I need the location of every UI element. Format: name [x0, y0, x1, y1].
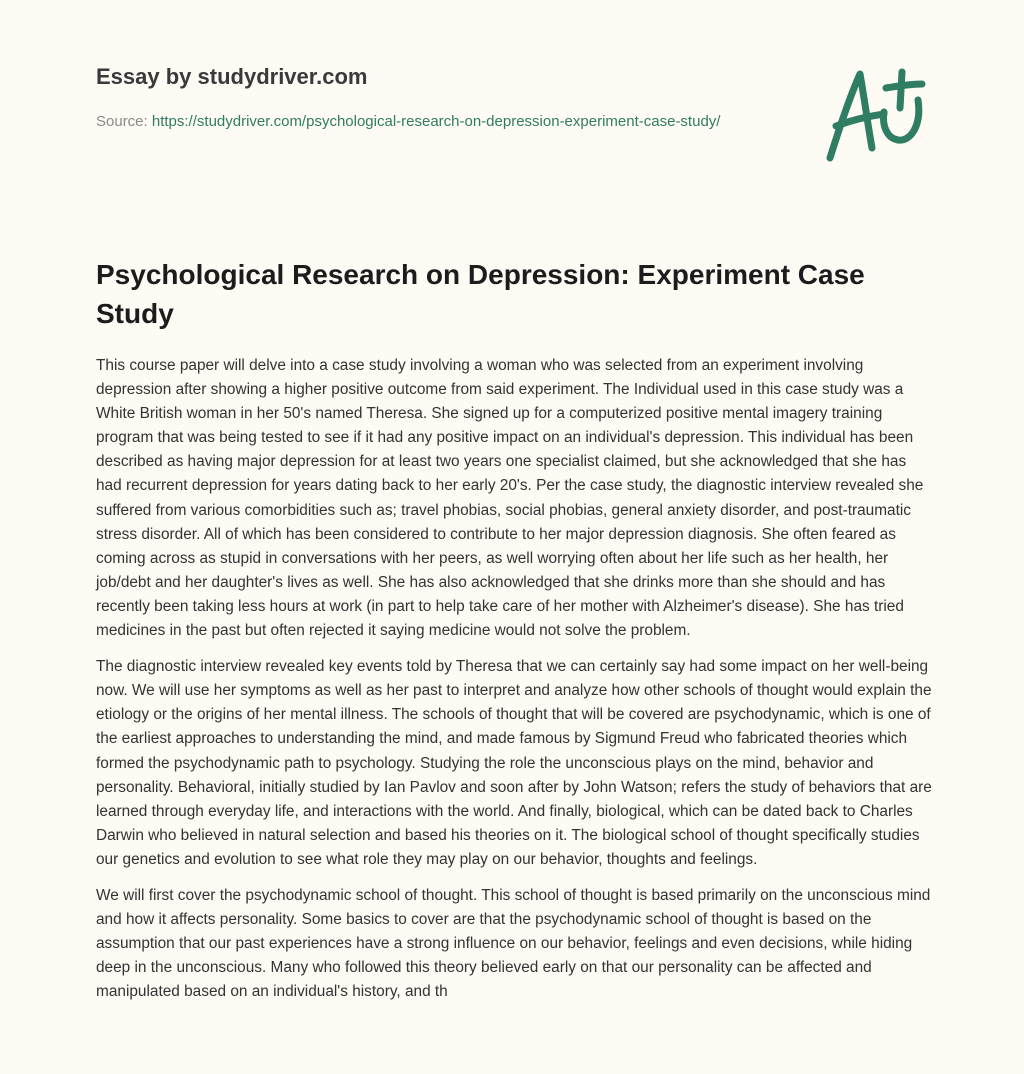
- brand-title: Essay by studydriver.com: [96, 64, 368, 89]
- paragraph: The diagnostic interview revealed key events told by Theresa that we can certainly say had some impact on her well-being now. We will use her symptoms as well as her past to interpret and analyze how other schools of thought would explain the etiology or the origins of her mental illness. The schools of thought that will be covered are psychodynamic, which is one of the earliest approaches to understanding the mind, and made famous by Sigmund Freud who fabricated theories which formed the psychodynamic path to psychology. Studying the role the unconscious plays on the mind, behavior and personality. Behavioral, initially studied by Ian Pavlov and soon after by John Watson; refers the study of behaviors that are learned through everyday life, and interactions with the world. And finally, biological, which can be dated back to Charles Darwin who believed in natural selection and based his theories on it. The biological school of thought specifically studies our genetics and evolution to see what role they may play on our behavior, thoughts and feelings.: [96, 658, 932, 868]
- paragraph: We will first cover the psychodynamic school of thought. This school of thought is based primarily on the unconscious mind and how it affects personality. Some basics to cover are that the psychodynamic school of thought is based on the assumption that our past experiences have a strong influence on our behavior, feelings and even decisions, while hiding deep in the unconscious. Many who followed this theory believed early on that our personality can be affected and manipulated based on an individual's history, and th: [96, 886, 931, 1001]
- source-link[interactable]: https://studydriver.com/psychological-research-on-depression-experiment-case-study/: [151, 113, 721, 130]
- page-title: Psychological Research on Depression: Experiment Case Study: [96, 259, 865, 329]
- page-header: [0, 0, 1024, 200]
- source-line: [96, 110, 756, 134]
- source-label: Source:: [96, 113, 148, 130]
- paragraph: This course paper will delve into a case study involving a woman who was selected from an experiment involving depression after showing a higher positive outcome from said experiment. The Individual used in this case study was a White British woman in her 50's named Theresa. She signed up for a computerized positive mental imagery training program that was being tested to see if it had any positive impact on an individual's depression. This individual has been described as having major depression for at least two years one specialist claimed, but she acknowledged that she has had recurrent depression for years dating back to her early 20's. Per the case study, the diagnostic interview revealed she suffered from various comorbidities such as; travel phobias, social phobias, general anxiety disorder, and post-traumatic stress disorder. All of which has been considered to contribute to her major depression diagnosis. She often feared as coming across as stupid in conversations with her peers, as well worrying often about her life such as her health, her job/debt and her daughter's lives as well. She has also acknowledged that she drinks more than she should and has recently been taking less hours at work (in part to help take care of her mother with Alzheimer's disease). She has tried medicines in the past but often rejected it saying medicine would not solve the problem.: [96, 357, 924, 640]
- a-plus-logo-icon: [818, 66, 928, 166]
- article-body: [96, 354, 932, 1016]
